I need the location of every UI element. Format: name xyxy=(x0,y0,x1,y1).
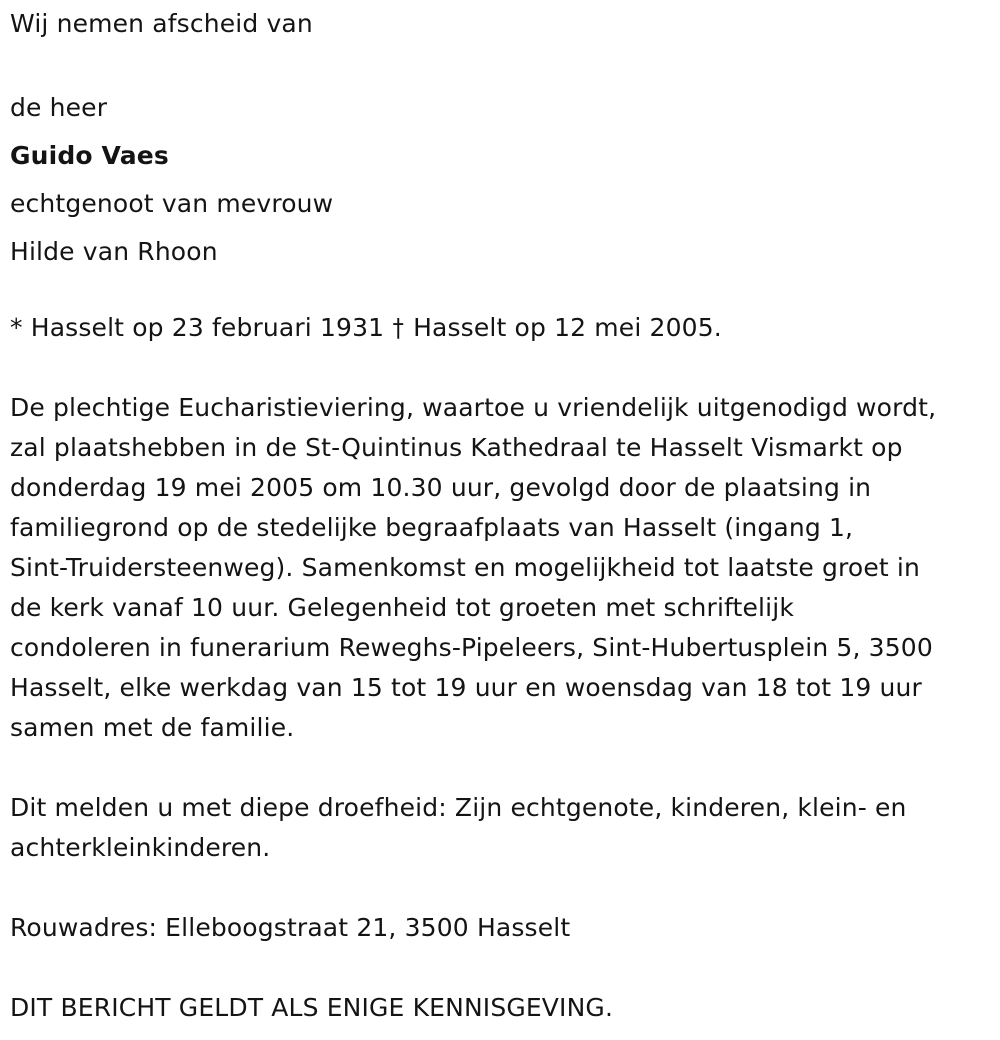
spouse-label: echtgenoot van mevrouw xyxy=(10,189,334,218)
ceremony-line: samen met de familie. xyxy=(10,713,295,742)
family-line: achterkleinkinderen. xyxy=(10,833,271,862)
family-paragraph xyxy=(10,788,995,868)
ceremony-line: donderdag 19 mei 2005 om 10.30 uur, gevolgd door de plaatsing in xyxy=(10,473,872,502)
death-notice xyxy=(10,4,995,1028)
death-cross-icon: † xyxy=(392,313,405,342)
ceremony-line: familiegrond op de stedelijke begraafplaats van Hasselt (ingang 1, xyxy=(10,513,854,542)
ceremony-line: zal plaatshebben in de St-Quintinus Kathedraal te Hasselt Vismarkt op xyxy=(10,433,903,462)
spouse-name: Hilde van Rhoon xyxy=(10,237,218,266)
birth-date: Hasselt op 23 februari 1931 xyxy=(30,313,385,342)
closing-statement: DIT BERICHT GELDT ALS ENIGE KENNISGEVING. xyxy=(10,993,614,1022)
closing-paragraph xyxy=(10,988,995,1028)
death-date: Hasselt op 12 mei 2005. xyxy=(413,313,722,342)
intro-text: Wij nemen afscheid van xyxy=(10,9,313,38)
life-dates xyxy=(10,308,995,348)
ceremony-line: condoleren in funerarium Reweghs-Pipeleers, Sint-Hubertusplein 5, 3500 xyxy=(10,633,933,662)
address-paragraph xyxy=(10,908,995,948)
ceremony-line: Sint-Truidersteenweg). Samenkomst en mogelijkheid tot laatste groet in xyxy=(10,553,921,582)
title-prefix: de heer xyxy=(10,93,108,122)
ceremony-line: de kerk vanaf 10 uur. Gelegenheid tot groeten met schriftelijk xyxy=(10,593,794,622)
mourning-address: Rouwadres: Elleboogstraat 21, 3500 Hasselt xyxy=(10,913,571,942)
ceremony-line: Hasselt, elke werkdag van 15 tot 19 uur en woensdag van 18 tot 19 uur xyxy=(10,673,922,702)
deceased-name: Guido Vaes xyxy=(10,141,169,170)
ceremony-line: De plechtige Eucharistieviering, waartoe u vriendelijk uitgenodigd wordt, xyxy=(10,393,937,422)
ceremony-paragraph xyxy=(10,388,995,748)
family-line: Dit melden u met diepe droefheid: Zijn echtgenote, kinderen, klein- en xyxy=(10,793,907,822)
birth-marker: * xyxy=(10,313,23,342)
